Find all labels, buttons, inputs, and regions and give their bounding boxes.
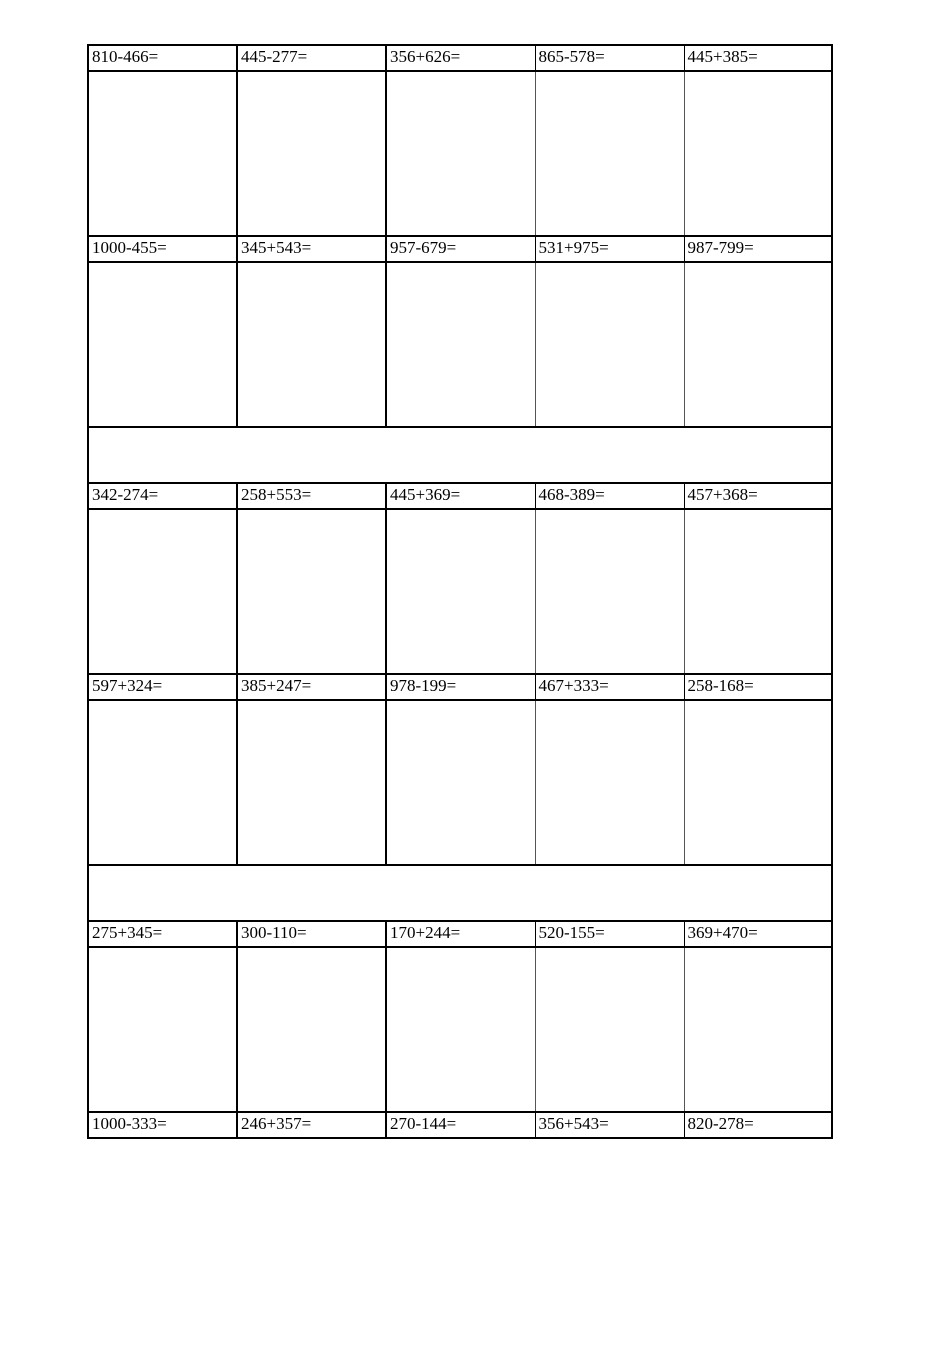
work-space — [386, 262, 535, 427]
work-space — [237, 509, 386, 674]
problem-label: 987-799= — [684, 236, 832, 262]
problem-label: 978-199= — [386, 674, 535, 700]
problem-label: 468-389= — [535, 483, 684, 509]
work-space — [684, 262, 832, 427]
problem-row — [88, 921, 832, 947]
problem-label: 275+345= — [88, 921, 237, 947]
problem-label: 445+385= — [684, 45, 832, 71]
problem-label: 810-466= — [88, 45, 237, 71]
work-space — [237, 947, 386, 1112]
problem-label: 457+368= — [684, 483, 832, 509]
problem-label: 1000-333= — [88, 1112, 237, 1138]
work-space — [386, 71, 535, 236]
problem-label: 170+244= — [386, 921, 535, 947]
problem-label: 300-110= — [237, 921, 386, 947]
block-separator — [88, 427, 832, 483]
work-space — [237, 262, 386, 427]
problem-label: 820-278= — [684, 1112, 832, 1138]
blank-separator-cell — [88, 865, 832, 921]
work-space — [237, 71, 386, 236]
problem-label: 597+324= — [88, 674, 237, 700]
work-space — [386, 509, 535, 674]
problem-label: 865-578= — [535, 45, 684, 71]
work-space-row — [88, 947, 832, 1112]
problem-label: 356+626= — [386, 45, 535, 71]
work-space — [535, 509, 684, 674]
work-space — [535, 71, 684, 236]
block-separator — [88, 865, 832, 921]
problem-row — [88, 45, 832, 71]
work-space — [88, 700, 237, 865]
work-space — [684, 700, 832, 865]
problem-row — [88, 1112, 832, 1138]
problem-label: 531+975= — [535, 236, 684, 262]
problem-label: 445-277= — [237, 45, 386, 71]
problem-label: 345+543= — [237, 236, 386, 262]
work-space — [88, 509, 237, 674]
problem-label: 246+357= — [237, 1112, 386, 1138]
problem-label: 957-679= — [386, 236, 535, 262]
work-space-row — [88, 71, 832, 236]
work-space — [535, 947, 684, 1112]
work-space — [684, 947, 832, 1112]
problem-label: 258-168= — [684, 674, 832, 700]
work-space-row — [88, 509, 832, 674]
problem-label: 369+470= — [684, 921, 832, 947]
work-space — [684, 509, 832, 674]
work-space — [88, 947, 237, 1112]
problem-row — [88, 236, 832, 262]
problem-row — [88, 674, 832, 700]
problem-label: 356+543= — [535, 1112, 684, 1138]
problem-grid — [87, 44, 833, 1139]
problem-label: 1000-455= — [88, 236, 237, 262]
problem-label: 270-144= — [386, 1112, 535, 1138]
work-space — [386, 700, 535, 865]
blank-separator-cell — [88, 427, 832, 483]
work-space — [684, 71, 832, 236]
problem-label: 258+553= — [237, 483, 386, 509]
work-space-row — [88, 262, 832, 427]
work-space — [88, 71, 237, 236]
work-space — [535, 262, 684, 427]
work-space — [237, 700, 386, 865]
work-space — [535, 700, 684, 865]
problem-label: 445+369= — [386, 483, 535, 509]
work-space — [386, 947, 535, 1112]
problem-row — [88, 483, 832, 509]
work-space — [88, 262, 237, 427]
work-space-row — [88, 700, 832, 865]
problem-label: 467+333= — [535, 674, 684, 700]
arithmetic-worksheet — [87, 44, 831, 1139]
problem-label: 342-274= — [88, 483, 237, 509]
problem-label: 385+247= — [237, 674, 386, 700]
problem-label: 520-155= — [535, 921, 684, 947]
